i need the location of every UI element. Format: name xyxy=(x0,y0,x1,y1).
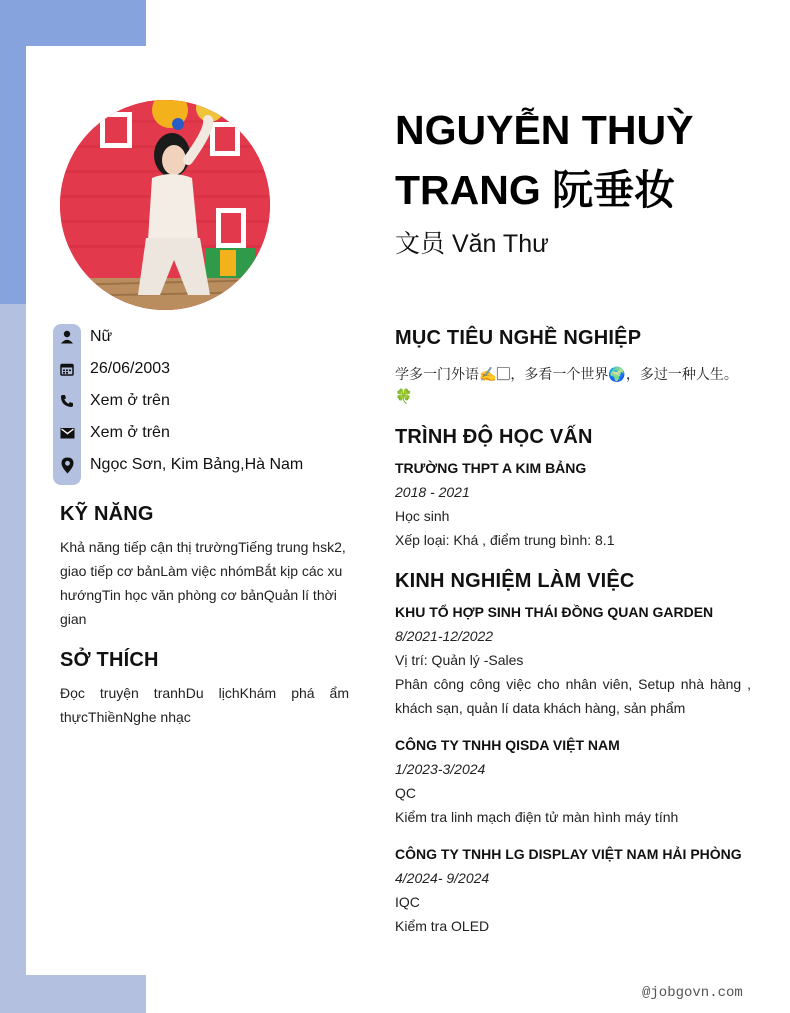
job-company: KHU TỔ HỢP SINH THÁI ĐỒNG QUAN GARDEN xyxy=(395,604,714,620)
calendar-icon xyxy=(53,358,81,380)
contact-address-row xyxy=(53,454,353,476)
education-major: Học sinh xyxy=(395,508,450,524)
contact-birthdate: 26/06/2003 xyxy=(90,360,171,377)
job-description: Kiểm tra linh mạch điện tử màn hình máy tính xyxy=(395,809,679,825)
skills-heading: KỸ NĂNG xyxy=(60,503,154,525)
candidate-role: 文员 Văn Thư xyxy=(395,230,549,258)
objective-heading: MỤC TIÊU NGHỀ NGHIỆP xyxy=(395,327,642,349)
job-position: IQC xyxy=(395,894,420,910)
phone-icon xyxy=(53,390,81,412)
education-school: TRƯỜNG THPT A KIM BẢNG xyxy=(395,460,587,476)
footer-watermark: @jobgovn.com xyxy=(642,985,743,1001)
objective-emoji: 🍀 xyxy=(395,388,413,404)
contact-phone-row xyxy=(53,390,353,412)
hobbies-text: Đọc truyện tranhDu lịchKhám phá ẩm thựcThiềnNghe nhạc xyxy=(60,685,349,725)
education-grade: Xếp loại: Khá , điểm trung bình: 8.1 xyxy=(395,532,615,548)
contact-gender-row xyxy=(53,326,353,348)
job-company: CÔNG TY TNHH QISDA VIỆT NAM xyxy=(395,737,620,753)
education-period: 2018 - 2021 xyxy=(395,484,470,500)
profile-photo xyxy=(60,100,270,310)
objective-text: 学多一门外语✍️▢，多看一个世界🌍，多过一种人生。 xyxy=(395,366,738,382)
skills-text: Khả năng tiếp cận thị trườngTiếng trung hsk2, giao tiếp cơ bảnLàm việc nhómBắt kịp các xu hướngTin học văn phòng cơ bảnQuản lí thời gian xyxy=(60,539,346,627)
job-description: Phân công công việc cho nhân viên, Setup nhà hàng , khách sạn, quản lí data khách hàng, sản phẩm xyxy=(395,676,751,716)
contact-email-row xyxy=(53,422,353,444)
job-period: 4/2024- 9/2024 xyxy=(395,870,490,886)
hobbies-heading: SỞ THÍCH xyxy=(60,649,159,671)
job-period: 1/2023-3/2024 xyxy=(395,761,486,777)
job-position: Vị trí: Quản lý -Sales xyxy=(395,652,524,668)
job-period: 8/2021-12/2022 xyxy=(395,628,494,644)
contact-birthdate-row xyxy=(53,358,353,380)
contact-phone: Xem ở trên xyxy=(90,392,170,409)
experience-heading: KINH NGHIỆM LÀM VIỆC xyxy=(395,570,635,592)
mail-icon xyxy=(53,422,81,444)
education-heading: TRÌNH ĐỘ HỌC VẤN xyxy=(395,426,593,448)
person-icon xyxy=(53,326,81,348)
decor-bar-left xyxy=(0,304,26,1013)
contact-gender: Nữ xyxy=(90,328,113,345)
contact-email: Xem ở trên xyxy=(90,424,170,441)
decor-bar-bottom xyxy=(0,975,146,1013)
job-description: Kiểm tra OLED xyxy=(395,918,490,934)
job-company: CÔNG TY TNHH LG DISPLAY VIỆT NAM HẢI PHÒNG xyxy=(395,846,742,862)
job-position: QC xyxy=(395,785,416,801)
contact-address: Ngọc Sơn, Kim Bảng,Hà Nam xyxy=(90,456,304,473)
candidate-name: NGUYỄN THUỲ TRANG 阮垂妆 xyxy=(395,107,694,213)
location-pin-icon xyxy=(53,454,81,476)
